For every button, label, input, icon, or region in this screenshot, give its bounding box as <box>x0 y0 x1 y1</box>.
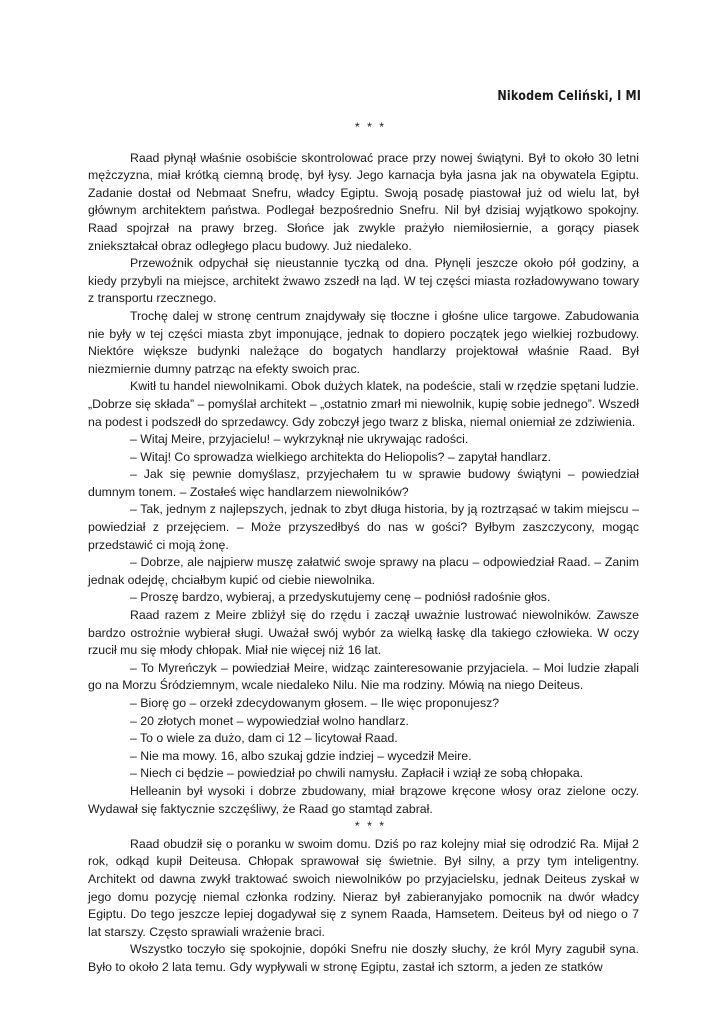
paragraph: Raad płynął właśnie osobiście skontrolować prace przy nowej świątyni. Był to około 30 letni mężczyzna, miał krótką ciemną brodę, był łysy. Jego karnacja była jasna jak na obywatela Egiptu. Zadanie dostał od Nebmaat Snefru, władcy Egiptu. Swoją posadę piastował już od wielu lat, był głównym architektem państwa. Podlegał bezpośrednio Snefru. Nil był dzisiaj wyjątkowo spokojny. Raad spojrzał na prawy brzeg. Słońce jak zwykle prażyło niemiłosiernie, a gorący piasek zniekształcał obraz odległego placu budowy. Już niedaleko. <box>88 150 639 253</box>
paragraph: Kwitł tu handel niewolnikami. Obok dużych klatek, na podeście, stali w rzędzie spętani ludzie. „Dobrze się składa” – pomyślał architekt – „ostatnio zmarł mi niewolnik, kupię sobie jednego”. Wszedł na podest i podszedł do sprzedawcy. Gdy zobczył jego twarz z bliska, niemal oniemiał ze zdziwienia. <box>88 379 639 429</box>
paragraph: – Biorę go – orzekł zdecydowanym głosem. – Ile więc proponujesz? <box>130 696 500 710</box>
paragraph: Helleanin był wysoki i dobrze zbudowany, miał brązowe kręcone włosy oraz zielone oczy. Wydawał się faktycznie szczęśliwy, że Raad go stamtąd zabrał. <box>88 783 639 816</box>
section-separator: * * * <box>354 120 387 134</box>
paragraph: – To o wiele za dużo, dam ci 12 – licytował Raad. <box>130 731 398 746</box>
story-part-1 <box>88 150 639 819</box>
paragraph: – Proszę bardzo, wybieraj, a przedyskutujemy cenę – podniósł radośnie głos. <box>130 590 551 605</box>
paragraph: – Nie ma mowy. 16, albo szukaj gdzie indziej – wycedził Meire. <box>130 748 472 763</box>
paragraph: – Niech ci będzie – powiedział po chwili namysłu. Zapłacił i wziął ze sobą chłopaka. <box>130 766 584 781</box>
paragraph: – Tak, jednym z najlepszych, jednak to zbyt długa historia, by ją roztrząsać w takim miejscu – powiedział z przejęciem. – Może przyszedłbyś do nas w gości? Byłbym zaszczycony, mogąc przedstawić ci moją żonę. <box>88 502 639 552</box>
story-body <box>88 119 639 977</box>
paragraph: Przewoźnik odpychał się nieustannie tyczką od dna. Płynęli jeszcze około pół godziny, a kiedy przybyli na miejsce, architekt żwawo zszedł na ląd. W tej części miasta rozładowywano towary z transportu rzecznego. <box>88 256 639 306</box>
author-line: Nikodem Celiński, I MI <box>497 89 641 104</box>
paragraph: Raad razem z Meire zbliżył się do rzędu i zaczął uważnie lustrować niewolników. Zawsze bardzo ostrożnie wybierał sługi. Uważał swój wybór za wielką łaskę dla takiego człowieka. W oczy rzucił mu się młody chłopak. Miał nie więcej niż 16 lat. <box>88 608 639 658</box>
paragraph: Trochę dalej w stronę centrum znajdywały się tłoczne i głośne ulice targowe. Zabudowania nie były w tej części miasta zbyt imponujące, jednak to dopiero początek jego wielkiej rozbudowy. Niektóre większe budynki należące do bogatych handlarzy projektował właśnie Raad. Był niezmiernie dumny patrząc na efekty swoich prac. <box>88 308 639 376</box>
story-part-2 <box>88 836 639 977</box>
paragraph: – Witaj! Co sprowadza wielkiego architekta do Heliopolis? – zapytał handlarz. <box>130 449 552 464</box>
paragraph: – To Myreńczyk – powiedział Meire, widząc zainteresowanie przyjaciela. – Moi ludzie złapali go na Morzu Śródziemnym, wcale niedaleko Nilu. Nie ma rodziny. Mówią na niego Deiteus. <box>88 660 639 693</box>
section-separator: * * * <box>354 819 387 834</box>
paragraph: – Witaj Meire, przyjacielu! – wykrzyknął nie ukrywając radości. <box>130 432 469 447</box>
paragraph: Wszystko toczyło się spokojnie, dopóki Snefru nie doszły słuchy, że król Myry zagubił syna. Było to około 2 lata temu. Gdy wypływali w stronę Egiptu, zastał ich sztorm, a jeden ze statków <box>88 942 639 974</box>
paragraph: – Dobrze, ale najpierw muszę załatwić swoje sprawy na placu – odpowiedział Raad. – Zanim jednak odejdę, chciałbym kupić od ciebie niewolnika. <box>88 555 639 587</box>
paragraph: – 20 złotych monet – wypowiedział wolno handlarz. <box>130 713 409 728</box>
paragraph: – Jak się pewnie domyślasz, przyjechałem tu w sprawie budowy świątyni – powiedział dumnym tonem. – Zostałeś więc handlarzem niewolników? <box>88 467 639 499</box>
paragraph: Raad obudził się o poranku w swoim domu. Dziś po raz kolejny miał się odrodzić Ra. Mijał 2 rok, odkąd kupił Deiteusa. Chłopak sprawował się świetnie. Był silny, a przy tym inteligentny. Architekt od dawna zwykł traktować swoich niewolników po przyjacielsku, jednak Deiteus zyskał w jego domu pozycję niemal członka rodziny. Nieraz był zabieranyjako pomocnik na dwór władcy Egiptu. Do tego jeszcze lepiej dogadywał się z synem Raada, Hamsetem. Deiteus był od niego o 7 lat starszy. Często sprawiali wrażenie braci. <box>88 836 639 939</box>
